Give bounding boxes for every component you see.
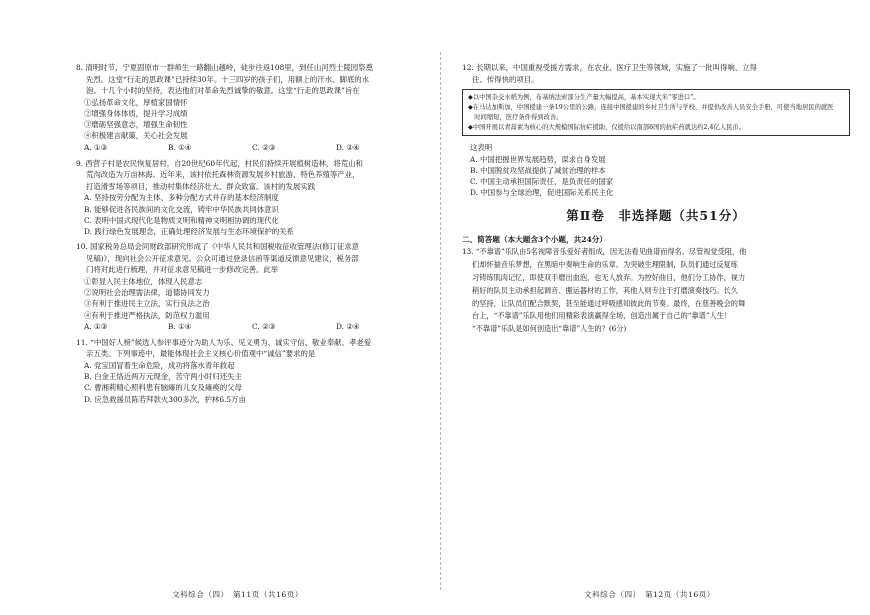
question-text: 先烈。这堂“行走的思政课”已持续30年。十三四岁的孩子们，用额上的汗水、脚底的水 (86, 74, 370, 84)
question-12 (462, 62, 850, 198)
question-text: 见稿)》，现向社会公开征求意见。公众可通过登录信函等渠道反馈意见建议，税务部 (86, 253, 359, 263)
answer-option: B. 中国脱贫攻坚战提供了减贫治理的样本 (470, 165, 606, 175)
choice-c: C. ②③ (252, 142, 276, 152)
choice-d: D. ②④ (336, 142, 360, 152)
answer-option: D. 践行绿色发展理念，正确处理经济发展与生态环境保护的关系 (84, 226, 294, 236)
statement-option: ①弘扬革命文化，厚植家国情怀 (84, 97, 188, 107)
statement-option: ④有利于推进严格执法，防范权力滥用 (84, 310, 210, 320)
question-text: 打造滑雪场等项目，推动村集体经济壮大、群众致富。该村的发展实践 (86, 181, 316, 191)
answer-option: B. 能够促进各民族间的文化交流，铸牢中华民族共同体意识 (84, 204, 279, 214)
answer-option: A. 中国把握世界发展趋势，谋求自身发展 (470, 154, 606, 164)
material-item: ◆在马达加斯加，中国援建一条19公里的公路，连接中国援建的乡村卫生所与学校，并提供改善人员安全手册，可使当地居民的就医 (468, 103, 834, 111)
answer-option: A. 党宝国冒着生命危险，成功将落水青年救起 (84, 360, 235, 370)
statement-option: ①彰显人民主体地位，体现人民意志 (84, 276, 203, 286)
material-item: 时间缩短，医疗条件得到改善。 (468, 113, 563, 121)
subsection-heading: 二、简答题（本大题含3个小题，共24分） (462, 235, 607, 245)
answer-choices (76, 321, 426, 333)
question-11 (76, 337, 426, 405)
question-lead: 这表明 (470, 143, 493, 153)
question-text: 住、传得快的项目。 (472, 74, 539, 84)
question-text: 13. “不靠谱”乐队由5名视障音乐爱好者组成，因无法看见曲谱而得名。尽管视觉受阻，他 (462, 247, 747, 257)
statement-option: ③有利于推进民主立法，实行良法之治 (84, 299, 210, 309)
answer-option: D. 中国参与全球治理，促进国际关系民主化 (470, 188, 614, 198)
material-box (462, 89, 850, 136)
question-text: 荒沟改造为万亩林海。近年来，该村依托森林资源发展乡村旅游、特色养殖等产业， (86, 170, 360, 180)
answer-option: D. 应急救援员陈若拜款火300多次，护林6.5万亩 (84, 394, 246, 404)
question-text: 8. 清明时节，宁夏固原市一群师生一路翻山越岭，徒步往返108里，到任山河烈士陵园祭奠 (76, 63, 373, 72)
question-text: 的坚持，让队员们配合默契，甚至能通过呼吸感知彼此的节奏。最终，在慈善晚会的舞 (472, 298, 746, 308)
page-footer-right: 文科综合（四） 第12页（共16页） (584, 590, 715, 599)
question-text: 泡、十几个小时的坚持，表达他们对革命先烈诚挚的敬意。这堂“行走的思政课”旨在 (86, 86, 360, 96)
statement-option: ②说明社会治理需法律，道德协同发力 (84, 288, 210, 298)
question-10 (76, 241, 426, 333)
choice-d: D. ②④ (336, 321, 360, 331)
question-text: 稍好的队员主动承担起调音、搬运器材的工作，其他人则专注于打磨演奏技巧。长久 (472, 285, 738, 295)
material-item: ◆以中国杂交水稻为例，布基纳法索部分生产量大幅提高，基本实现大米“零进口”。 (468, 94, 700, 102)
question-text: 门将对此进行梳理，并对征求意见稿进一步修改完善。此举 (86, 265, 279, 275)
question-text: 9. 西营子村是农民恢复居村，自20世纪60年代起，村民们持续开展植树造林，将荒山和 (76, 158, 363, 168)
question-13 (462, 246, 850, 336)
choice-c: C. ②③ (252, 321, 276, 331)
question-text: 亲五类。下列事迹中，最能体现社会主义核心价值观中“诚信”要求的是 (86, 349, 316, 359)
answer-option: C. 中国主动承担国际责任，是负责任的国家 (470, 176, 614, 186)
choice-b: B. ①④ (168, 142, 192, 152)
question-9 (76, 158, 426, 238)
answer-option: A. 坚持按劳分配为主体、多种分配方式并存的基本经济制度 (84, 193, 279, 203)
answer-option: C. 表明中国式现代化是物质文明和精神文明相协调的现代化 (84, 215, 279, 225)
statement-option: ②增强身体体质，提升学习成绩 (84, 108, 188, 118)
answer-option: C. 曹湘莉精心照料患有脑瘫的儿女及瘫痪的父母 (84, 383, 242, 393)
right-page (440, 0, 870, 615)
choice-b: B. ①④ (168, 321, 192, 331)
question-text: 习铸练肌肉记忆，即使双手磨出血泡，也无人放弃。为控好曲目，他们分工协作，视力 (472, 272, 746, 282)
choice-a: A. ①③ (84, 321, 108, 331)
statement-option: ③磨砺坚强意志，增强生命韧性 (84, 120, 188, 130)
question-prompt: “不靠谱”乐队是如何创造出“靠谱”人生的？(6分) (472, 324, 627, 334)
question-text: 12. 长期以来，中国重视受援方需求，在农业、医疗卫生等领域，实施了一批叫得响、立得 (462, 63, 757, 72)
question-8 (76, 62, 426, 154)
question-text: 们却怀揣音乐梦想，在黑暗中奏响生命的乐章。为突破生理限制，队员们通过反复练 (472, 260, 738, 270)
material-item: ◆中国开展以青蒿素为核心的大规模国际抗疟援助，仅援给以南部6国的抗疟药就达约2.4亿人民币。 (468, 123, 746, 131)
statement-option: ④积极建言献策，关心社会发展 (84, 131, 188, 141)
section-heading: 第Ⅱ卷 非选择题（共51分） (566, 208, 746, 224)
question-text: 11. “中国好人榜”候选人参评事迹分为助人为乐、见义勇为、诚实守信、敬业奉献、孝老爱 (76, 337, 372, 347)
question-text: 台上，“不靠谱”乐队用他们用精彩表演赢得全场，创造出属于自己的“靠谱”人生！ (472, 311, 732, 321)
answer-option: B. 白金王恪近两万元现金，苦守两小时归还失主 (84, 372, 242, 382)
question-text: 10. 国家税务总局会同财政部研究形成了《中华人民共和国税收征收管理法(修订征求意 (76, 242, 360, 252)
answer-choices (76, 142, 426, 154)
choice-a: A. ①③ (84, 142, 108, 152)
page-footer-left: 文科综合（四） 第11页（共16页） (172, 590, 303, 599)
